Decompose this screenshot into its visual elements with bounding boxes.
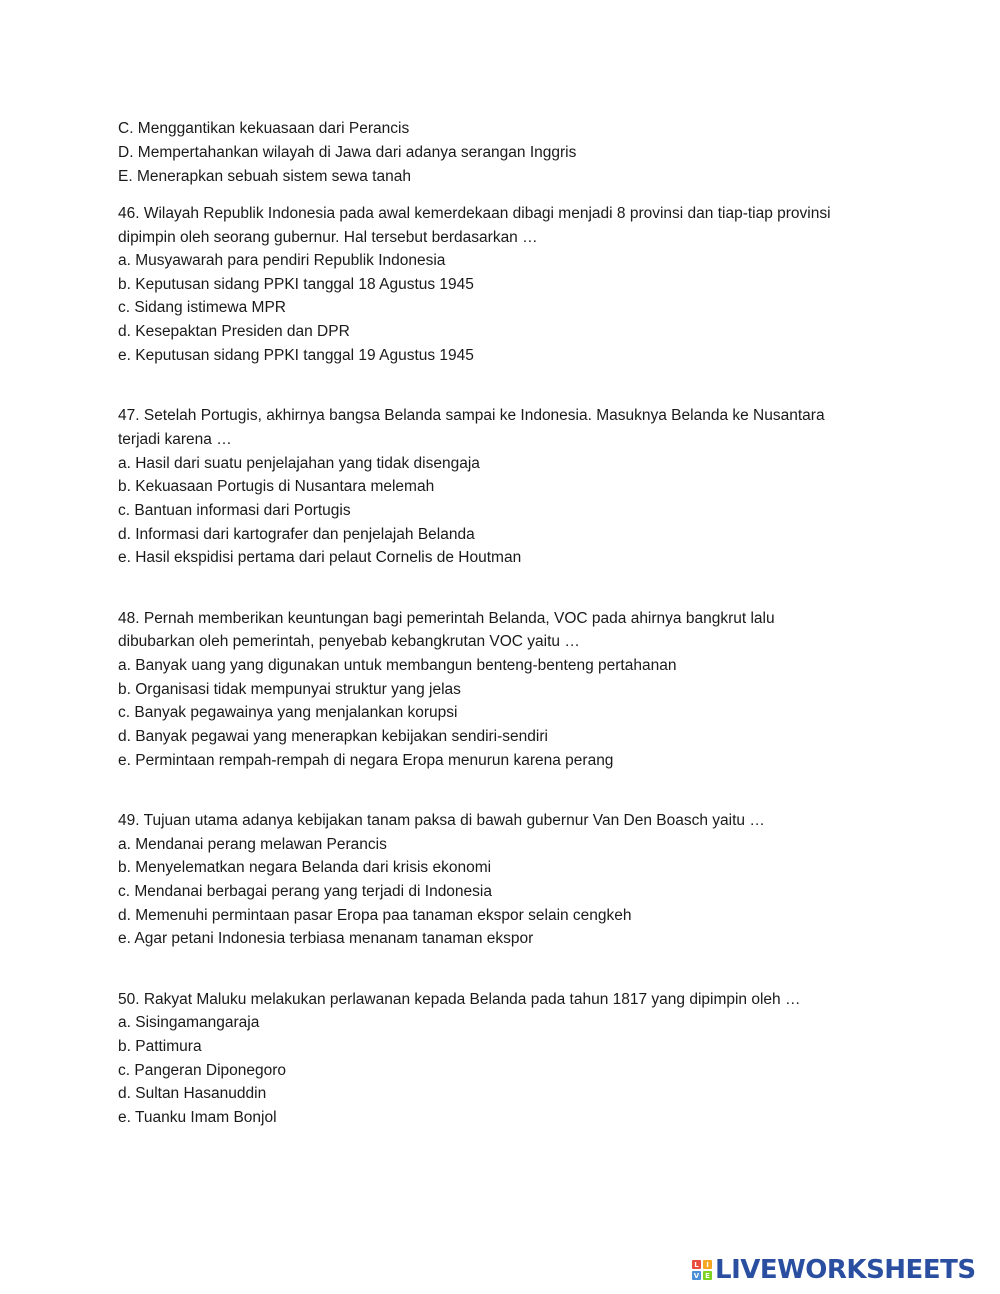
question-49-option-a[interactable]: a. Mendanai perang melawan Perancis [118,836,387,853]
question-50-option-c[interactable]: c. Pangeran Diponegoro [118,1062,287,1079]
question-50-text-1: 50. Rakyat Maluku melakukan perlawanan kepada Belanda pada tahun 1817 yang dipimpin oleh … [118,991,801,1008]
question-49-text-1: 49. Tujuan utama adanya kebijakan tanam paksa di bawah gubernur Van Den Boasch yaitu … [118,812,765,829]
logo-letter-v: V [693,1271,700,1280]
question-47-option-a[interactable]: a. Hasil dari suatu penjelajahan yang tidak disengaja [118,455,480,472]
question-46-option-d[interactable]: d. Kesepaktan Presiden dan DPR [118,323,350,340]
question-46-option-e[interactable]: e. Keputusan sidang PPKI tanggal 19 Agustus 1945 [118,347,474,364]
logo-letter-i: I [703,1260,712,1269]
question-49-option-c[interactable]: c. Mendanai berbagai perang yang terjadi di Indonesia [118,883,492,900]
liveworksheets-logo-icon [692,1260,712,1280]
prev-option-d: D. Mempertahankan wilayah di Jawa dari adanya serangan Inggris [118,144,577,161]
question-48-option-d[interactable]: d. Banyak pegawai yang menerapkan kebijakan sendiri-sendiri [118,728,548,745]
question-48-text-2: dibubarkan oleh pemerintah, penyebab kebangkrutan VOC yaitu … [118,633,580,650]
question-49-option-b[interactable]: b. Menyelematkan negara Belanda dari krisis ekonomi [118,859,492,876]
question-47-text-1: 47. Setelah Portugis, akhirnya bangsa Belanda sampai ke Indonesia. Masuknya Belanda ke Nusantara [118,407,825,424]
logo-letter-e: E [703,1271,712,1280]
liveworksheets-logo-text: LIVEWORKSHEETS [715,1255,976,1285]
question-47-text-2: terjadi karena … [118,431,232,448]
question-50-option-e[interactable]: e. Tuanku Imam Bonjol [118,1109,277,1126]
question-47-option-e[interactable]: e. Hasil ekspidisi pertama dari pelaut Cornelis de Houtman [118,549,522,566]
question-50-option-a[interactable]: a. Sisingamangaraja [118,1014,260,1031]
prev-option-e: E. Menerapkan sebuah sistem sewa tanah [118,168,411,185]
prev-option-c: C. Menggantikan kekuasaan dari Perancis [118,120,410,137]
question-50-option-d[interactable]: d. Sultan Hasanuddin [118,1085,267,1102]
question-47-option-c[interactable]: c. Bantuan informasi dari Portugis [118,502,351,519]
question-46-text-1: 46. Wilayah Republik Indonesia pada awal kemerdekaan dibagi menjadi 8 provinsi dan tiap-tiap provinsi [118,205,831,222]
question-46-option-b[interactable]: b. Keputusan sidang PPKI tanggal 18 Agustus 1945 [118,276,474,293]
question-48-option-c[interactable]: c. Banyak pegawainya yang menjalankan korupsi [118,704,458,721]
question-48-option-e[interactable]: e. Permintaan rempah-rempah di negara Eropa menurun karena perang [118,752,614,769]
question-46-option-a[interactable]: a. Musyawarah para pendiri Republik Indonesia [118,252,446,269]
question-48-text-1: 48. Pernah memberikan keuntungan bagi pemerintah Belanda, VOC pada ahirnya bangkrut lalu [118,610,775,627]
question-50-option-b[interactable]: b. Pattimura [118,1038,202,1055]
question-47-option-b[interactable]: b. Kekuasaan Portugis di Nusantara melemah [118,478,435,495]
question-48-option-a[interactable]: a. Banyak uang yang digunakan untuk membangun benteng-benteng pertahanan [118,657,677,674]
liveworksheets-logo[interactable] [692,1256,976,1284]
question-48-option-b[interactable]: b. Organisasi tidak mempunyai struktur yang jelas [118,681,461,698]
logo-letter-l: L [692,1260,701,1269]
question-46-option-c[interactable]: c. Sidang istimewa MPR [118,299,286,316]
question-46-text-2: dipimpin oleh seorang gubernur. Hal tersebut berdasarkan … [118,229,538,246]
question-49-option-d[interactable]: d. Memenuhi permintaan pasar Eropa paa tanaman ekspor selain cengkeh [118,907,632,924]
question-47-option-d[interactable]: d. Informasi dari kartografer dan penjelajah Belanda [118,526,475,543]
question-49-option-e[interactable]: e. Agar petani Indonesia terbiasa menanam tanaman ekspor [118,930,534,947]
